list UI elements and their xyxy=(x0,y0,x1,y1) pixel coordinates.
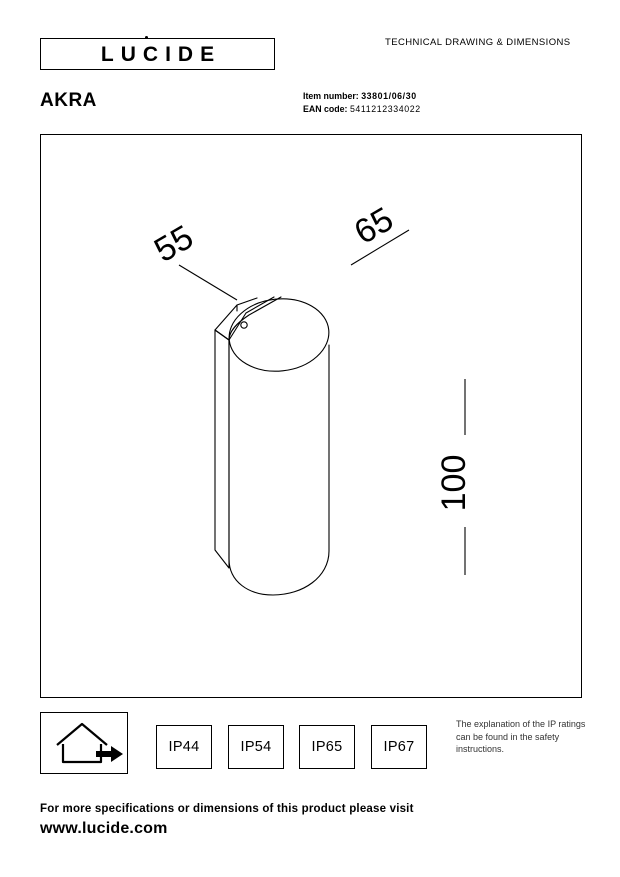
ip-rating-ip44: IP44 xyxy=(156,725,212,769)
house-arrow-icon xyxy=(41,713,127,773)
logo-accent-dot xyxy=(145,36,148,39)
dimension-height-label: 100 xyxy=(435,454,473,512)
technical-drawing-title: TECHNICAL DRAWING & DIMENSIONS xyxy=(385,37,571,48)
logo-text: LUCIDE xyxy=(100,42,222,66)
page-title: AKRA xyxy=(40,90,97,111)
ip-explanation-note: The explanation of the IP ratings can be found in the safety instructions. xyxy=(456,719,586,754)
indoor-outdoor-icon xyxy=(40,712,128,774)
item-number-label: Item number: xyxy=(303,91,359,101)
footer-website[interactable]: www.lucide.com xyxy=(40,820,168,837)
ip-rating-ip67: IP67 xyxy=(371,725,427,769)
technical-drawing-area xyxy=(40,134,582,698)
item-number-row xyxy=(303,90,421,103)
footer-text: For more specifications or dimensions of this product please visit xyxy=(40,803,414,815)
dimension-leader-55 xyxy=(179,265,237,300)
ean-code-row xyxy=(303,103,421,116)
ip-rating-ip65: IP65 xyxy=(299,725,355,769)
dimension-depth-label: 65 xyxy=(348,200,400,252)
item-number-value: 33801/06/30 xyxy=(361,91,417,101)
lucide-logo xyxy=(40,38,275,70)
ip-rating-ip54: IP54 xyxy=(228,725,284,769)
dimension-width-label: 55 xyxy=(148,218,200,270)
ean-code-label: EAN code: xyxy=(303,104,348,114)
product-drawing xyxy=(41,135,581,697)
ean-code-value: 5411212334022 xyxy=(349,104,421,114)
page-header xyxy=(0,0,620,90)
product-identifiers xyxy=(303,90,421,116)
